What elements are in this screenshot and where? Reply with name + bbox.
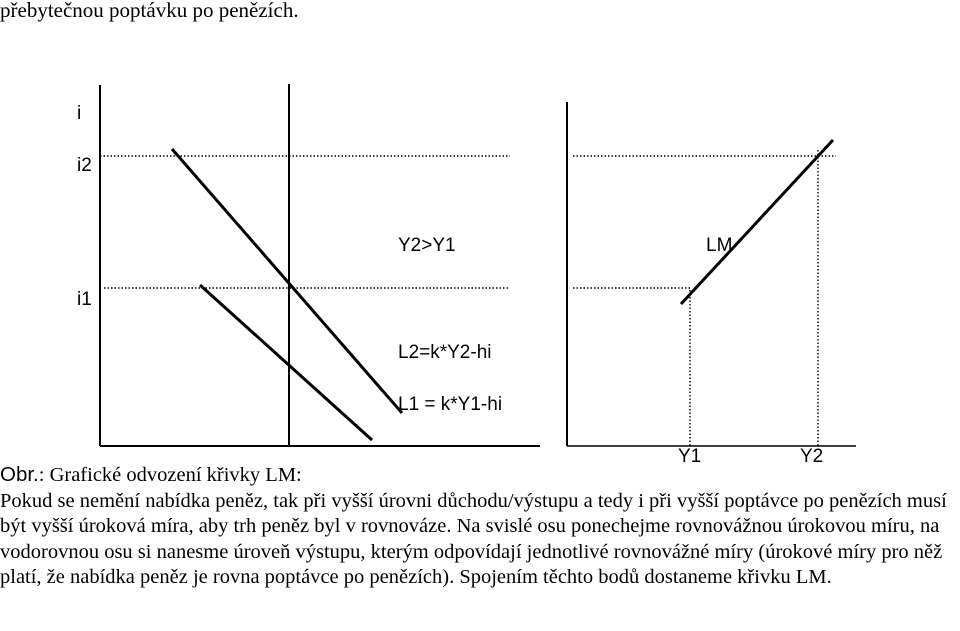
label-y2: Y2 — [800, 446, 824, 467]
caption-body: Pokud se nemění nabídka peněz, tak při vyšší úrovni důchodu/výstupu a tedy i při vyšší poptávce po penězích musí být vyšší úroková míra, aby trh peněz byl v rovnováze. Na svislé osu ponechejme rovnovážnou úrokovou míru, na vodorovnou osu si nanesme úroveň výstupu, kterým odpovídají jednotlivé rovnovážné míry (úrokové míry pro něž platí, že nabídka peněz je rovna poptávce po penězích). Spojením těchto bodů dostaneme křivku LM. — [0, 489, 947, 589]
axis-label-i: i — [77, 103, 82, 124]
caption-title: : Grafické odvození křivky LM: — [38, 464, 302, 486]
lm-curve — [681, 140, 833, 304]
money-demand-curve-l2 — [172, 149, 402, 413]
label-l2: L2=k*Y2-hi — [398, 342, 492, 363]
caption — [0, 462, 958, 591]
label-l1: L1 = k*Y1-hi — [398, 394, 503, 415]
label-y1: Y1 — [678, 446, 702, 467]
money-demand-curve-l1 — [200, 285, 372, 440]
top-text: přebytečnou poptávku po penězích. — [0, 0, 299, 22]
label-i1: i1 — [77, 289, 92, 310]
caption-title-line — [0, 462, 958, 489]
label-lm: LM — [706, 235, 733, 256]
label-y2-greater-y1: Y2>Y1 — [398, 235, 456, 256]
label-i2: i2 — [77, 155, 92, 176]
caption-prefix: Obr. — [0, 463, 39, 486]
